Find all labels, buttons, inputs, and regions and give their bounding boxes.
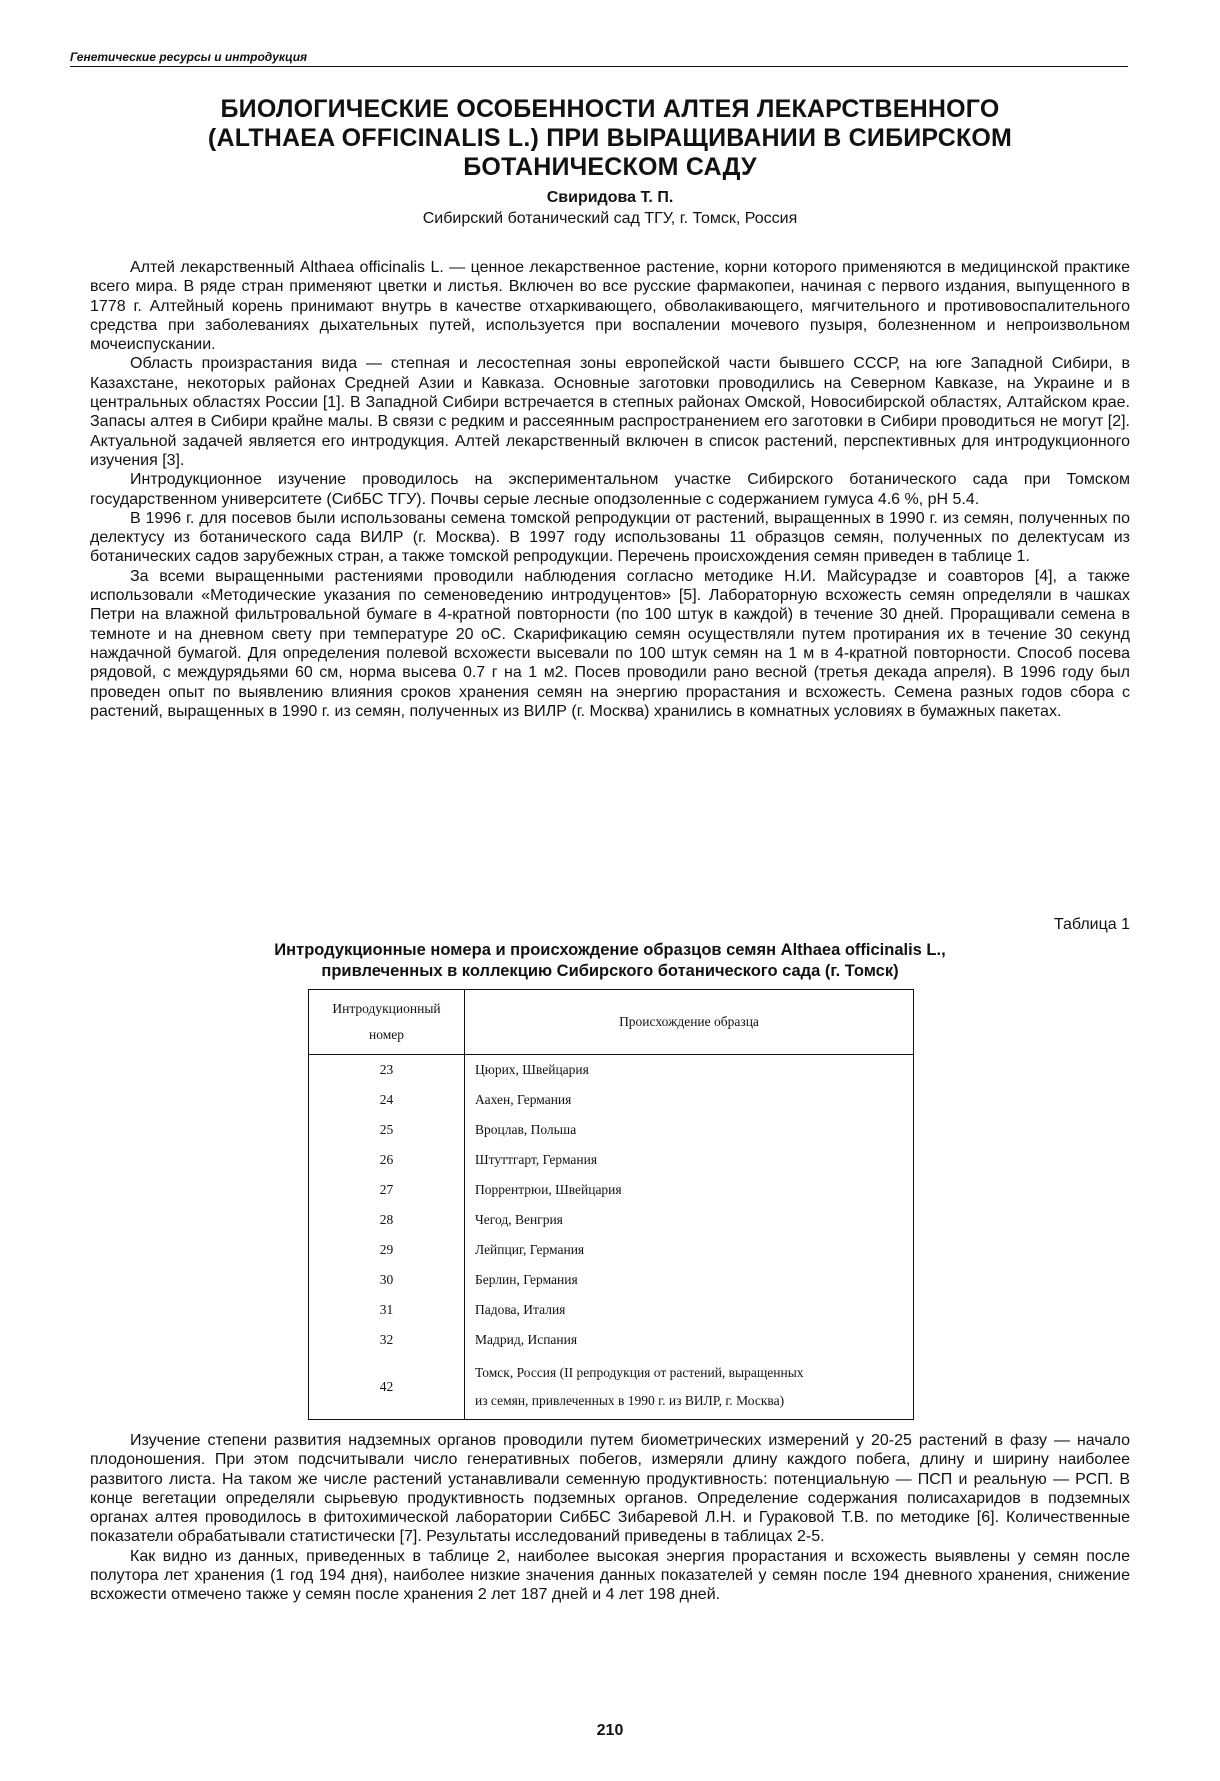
cell-origin: Мадрид, Испания	[465, 1325, 914, 1355]
table-row	[309, 1115, 914, 1145]
cell-origin: Штуттгарт, Германия	[465, 1145, 914, 1175]
cell-origin: Падова, Италия	[465, 1295, 914, 1325]
paragraph: Область произрастания вида — степная и лесостепная зоны европейской части бывшего СССР, на юге Западной Сибири, в Казахстане, некоторых районах Средней Азии и Кавказа. Основные заготовки проводились на Северном Кавказе, на Украине и в центральных областях России [1]. В Западной Сибири встречается в степных районах Омской, Новосибирской областях, Алтайском крае. Запасы алтея в Сибири крайне малы. В связи с редким и рассеянным распространением его заготовки в Сибири проводиться не могут [2]. Актуальной задачей является его интродукция. Алтей лекарственный включен в список растений, перспективных для интродукционного изучения [3].	[90, 355, 1130, 469]
table-header-row	[309, 990, 914, 1055]
cell-number: 26	[309, 1145, 465, 1175]
table-row	[309, 1265, 914, 1295]
cell-number: 31	[309, 1295, 465, 1325]
header-text: номер	[368, 1027, 404, 1042]
table-row	[309, 1325, 914, 1355]
cell-number: 29	[309, 1235, 465, 1265]
table-caption	[90, 940, 1130, 982]
header-intro-number	[309, 990, 465, 1055]
cell-origin: Лейпциг, Германия	[465, 1235, 914, 1265]
table-caption-line: Интродукционные номера и происхождение образцов семян Althaea officinalis L.,	[274, 941, 946, 959]
cell-origin-line: Томск, Россия (II репродукция от растений, выращенных	[475, 1365, 804, 1380]
cell-number: 23	[309, 1055, 465, 1086]
table-row	[309, 1295, 914, 1325]
paragraph: Интродукционное изучение проводилось на экспериментальном участке Сибирского ботанического сада при Томском государственном университете (СибБС ТГУ). Почвы серые лесные оподзоленные с содержанием гумуса 4.6 %, pH 5.4.	[90, 471, 1130, 508]
cell-origin: Берлин, Германия	[465, 1265, 914, 1295]
cell-number: 24	[309, 1085, 465, 1115]
header-origin: Происхождение образца	[465, 990, 914, 1055]
paragraph: В 1996 г. для посевов были использованы семена томской репродукции от растений, выращенных в 1990 г. из семян, полученных по делектусу из ботанического сада ВИЛР (г. Москва). В 1997 году использованы 11 образцов семян, полученных по делектусам из ботанических садов зарубежных стран, а также томской репродукции. Перечень происхождения семян приведен в таблице 1.	[90, 509, 1130, 566]
table-row	[309, 1355, 914, 1420]
table-row	[309, 1055, 914, 1086]
table-caption-line: привлеченных в коллекцию Сибирского ботанического сада (г. Томск)	[321, 962, 899, 980]
paragraph: Как видно из данных, приведенных в таблице 2, наиболее высокая энергия прорастания и всхожесть выявлены у семян после полутора лет хранения (1 год 194 дня), наиболее низкие значения данных показателей у семян после 194 дневного хранения, снижение всхожести отмечено также у семян после хранения 2 лет 187 дней и 4 лет 198 дней.	[90, 1547, 1130, 1604]
running-head: Генетические ресурсы и интродукция	[70, 50, 1128, 67]
cell-origin	[465, 1355, 914, 1420]
title-line: БОТАНИЧЕСКОМ САДУ	[463, 153, 757, 181]
title-line: БИОЛОГИЧЕСКИЕ ОСОБЕННОСТИ АЛТЕЯ ЛЕКАРСТВЕННОГО	[220, 95, 1000, 123]
body-text-bottom	[90, 1431, 1130, 1605]
cell-origin: Цюрих, Швейцария	[465, 1055, 914, 1086]
title-line: (ALTHAEA OFFICINALIS L.) ПРИ ВЫРАЩИВАНИИ В СИБИРСКОМ	[207, 124, 1013, 152]
cell-number: 28	[309, 1205, 465, 1235]
author-affiliation: Сибирский ботанический сад ТГУ, г. Томск, Россия	[422, 210, 798, 227]
page-number: 210	[596, 1722, 624, 1739]
paragraph: Изучение степени развития надземных органов проводили путем биометрических измерений у 20-25 растений в фазу — начало плодоношения. При этом подсчитывали число генеративных побегов, измеряли длину каждого побега, длину и ширину наиболее развитого листа. На таком же числе растений устанавливали семенную продуктивность: потенциальную — ПСП и реальную — РСП. В конце вегетации определяли сырьевую продуктивность подземных органов. Определение содержания полисахаридов в подземных органах алтея проводилось в фитохимической лаборатории СибБС Зибаревой Л.Н. и Гураковой Т.В. по методике [6]. Количественные показатели обрабатывали статистически [7]. Результаты исследований приведены в таблицах 2-5.	[90, 1432, 1130, 1546]
seed-origin-table	[308, 989, 914, 1420]
table-row	[309, 1085, 914, 1115]
body-text-top	[90, 258, 1130, 721]
cell-number: 25	[309, 1115, 465, 1145]
cell-number: 30	[309, 1265, 465, 1295]
table-label: Таблица 1	[1053, 916, 1130, 933]
cell-origin-line: из семян, привлеченных в 1990 г. из ВИЛР, г. Москва)	[475, 1393, 785, 1408]
author-name: Свиридова Т. П.	[546, 189, 674, 206]
table-row	[309, 1235, 914, 1265]
cell-origin: Чегод, Венгрия	[465, 1205, 914, 1235]
paragraph: За всеми выращенными растениями проводили наблюдения согласно методике Н.И. Майсурадзе и соавторов [4], а также использовали «Методические указания по семеноведению интродуцентов» [5]. Лабораторную всхожесть семян определяли в чашках Петри на влажной фильтровальной бумаге в 4-кратной повторности (по 100 штук в каждой) в течение 30 дней. Проращивали семена в темноте и на дневном свету при температуре 20 оС. Скарификацию семян осуществляли путем протирания их в течение 30 секунд наждачной бумагой. Для определения полевой всхожести высевали по 100 штук семян на 1 м в 4-кратной повторности. Способ посева рядовой, с междурядьями 60 см, норма высева 0.7 г на 1 м2. Посев проводили рано весной (третья декада апреля). В 1996 году был проведен опыт по выявлению влияния сроков хранения семян на энергию прорастания и всхожесть. Семена разных годов сбора с растений, выращенных в 1990 г. из семян, полученных из ВИЛР (г. Москва) хранились в комнатных условиях в бумажных пакетах.	[90, 567, 1130, 720]
article-title	[90, 95, 1130, 182]
cell-origin: Аахен, Германия	[465, 1085, 914, 1115]
table-row	[309, 1175, 914, 1205]
cell-origin: Вроцлав, Польша	[465, 1115, 914, 1145]
cell-origin: Поррентрюи, Швейцария	[465, 1175, 914, 1205]
paragraph: Алтей лекарственный Althaea officinalis L. — ценное лекарственное растение, корни которого применяются в медицинской практике всего мира. В ряде стран применяют цветки и листья. Включен во все русские фармакопеи, начиная с первого издания, выпущенного в 1778 г. Алтейный корень принимают внутрь в качестве отхаркивающего, обволакивающего, мягчительного и противовоспалительного средства при заболеваниях дыхательных путей, используется при воспалении мочевого пузыря, болезненном и непроизвольном мочеиспускании.	[90, 259, 1130, 354]
table-row	[309, 1145, 914, 1175]
table-row	[309, 1205, 914, 1235]
cell-number: 32	[309, 1325, 465, 1355]
cell-number: 42	[309, 1355, 465, 1420]
header-text: Интродукционный	[332, 1001, 441, 1016]
cell-number: 27	[309, 1175, 465, 1205]
